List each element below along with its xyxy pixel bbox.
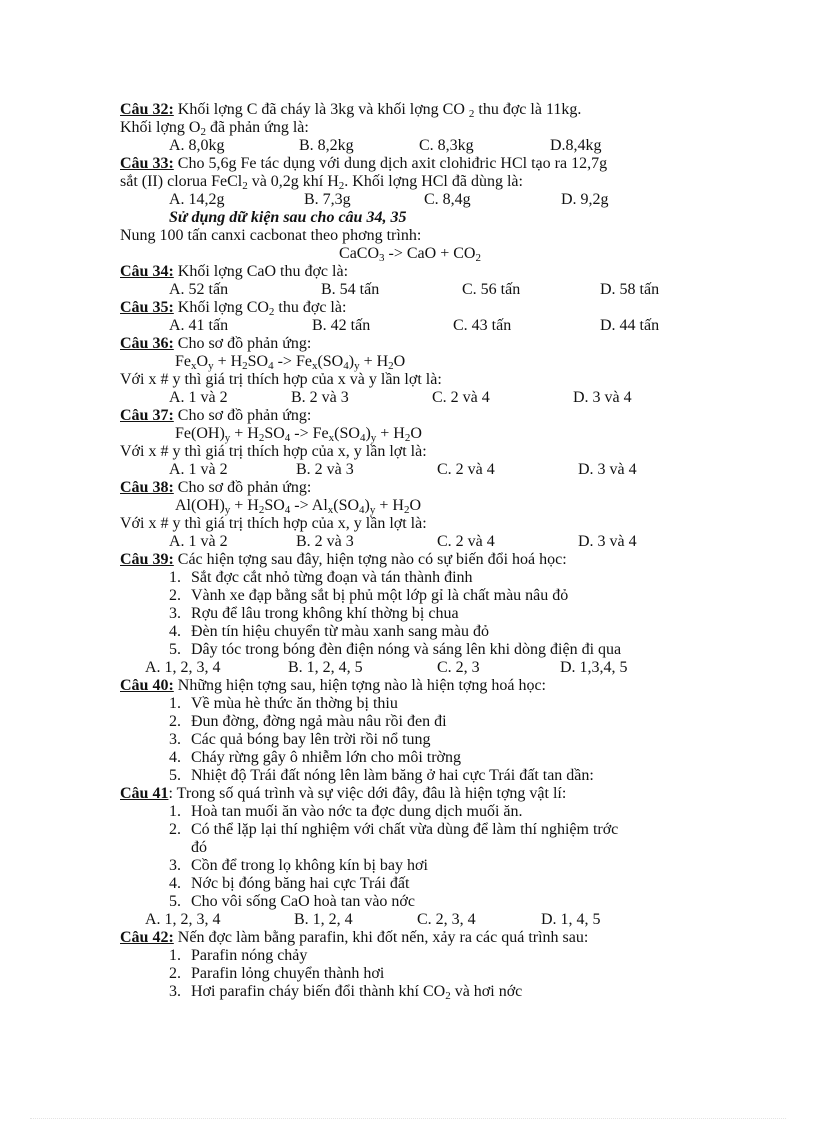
q37-option-d: D. 3 và 4 xyxy=(578,461,637,478)
q33-line1: Câu 33: Cho 5,6g Fe tác dụng với dung dịch axit clohiđric HCl tạo ra 12,7g xyxy=(120,155,608,172)
list-item: 4. Cháy rừng gây ô nhiễm lớn cho môi trờng xyxy=(169,749,461,766)
q32-option-c: C. 8,3kg xyxy=(419,137,474,154)
list-item: 1. Parafin nóng chảy xyxy=(169,947,308,964)
q39-option-d: D. 1,3,4, 5 xyxy=(560,659,628,676)
q34-line: Câu 34: Khối lợng CaO thu đợc là: xyxy=(120,263,349,280)
q36-option-c: C. 2 và 4 xyxy=(432,389,490,406)
q37-options xyxy=(120,461,700,479)
list-item: 3. Rợu để lâu trong không khí thờng bị chua xyxy=(169,605,459,622)
q34-option-a: A. 52 tấn xyxy=(169,281,229,298)
q34-option-d: D. 58 tấn xyxy=(600,281,660,298)
q36-option-d: D. 3 và 4 xyxy=(573,389,632,406)
list-item: 2. Parafin lỏng chuyển thành hơi xyxy=(169,965,385,982)
q33-option-c: C. 8,4g xyxy=(424,191,471,208)
q41-option-d: D. 1, 4, 5 xyxy=(541,911,601,928)
q35-option-c: C. 43 tấn xyxy=(453,317,512,334)
q37-line: Câu 37: Cho sơ đồ phản ứng: xyxy=(120,407,312,424)
q34-option-b: B. 54 tấn xyxy=(321,281,380,298)
q42-list xyxy=(120,947,700,1001)
page-bottom-divider xyxy=(30,1118,786,1119)
q33-options xyxy=(120,191,700,209)
q34-options xyxy=(120,281,700,299)
q38-option-d: D. 3 và 4 xyxy=(578,533,637,550)
list-item: 5. Dây tóc trong bóng đèn điện nóng và sáng lên khi dòng điện đi qua xyxy=(169,641,622,658)
q32-line2: Khối lợng $O_2$ đã phản ứng là: xyxy=(120,119,309,138)
q36-equation: $Fe_xO_y + H_2SO_4 -> Fe_x(SO_4)_y + H_2O$ xyxy=(175,353,406,372)
q37-option-a: A. 1 và 2 xyxy=(169,461,228,478)
list-item: 1. Hoà tan muối ăn vào nớc ta đợc dung dịch muối ăn. xyxy=(169,803,523,820)
q35-options xyxy=(120,317,700,335)
shared-data-heading: Sử dụng dữ kiện sau cho câu 34, 35 xyxy=(169,209,407,226)
q33-option-a: A. 14,2g xyxy=(169,191,225,208)
q37-question: Với x # y thì giá trị thích hợp của x, y lần lợt là: xyxy=(120,443,427,460)
q39-option-c: C. 2, 3 xyxy=(437,659,480,676)
q32-line1: Câu 32: Khối lợng C đã cháy là 3kg và khối lợng CO $_2$ thu đợc là 11kg. xyxy=(120,101,582,120)
list-item: 2. Đun đờng, đờng ngả màu nâu rồi đen đi xyxy=(169,713,447,730)
q33-option-b: B. 7,3g xyxy=(304,191,351,208)
q38-line: Câu 38: Cho sơ đồ phản ứng: xyxy=(120,479,312,496)
q36-options xyxy=(120,389,700,407)
q41-line: Câu 41: Trong số quá trình và sự việc dới đây, đâu là hiện tợng vật lí: xyxy=(120,785,567,802)
q41-options xyxy=(120,911,700,929)
q34-option-c: C. 56 tấn xyxy=(462,281,521,298)
list-item: 2. Có thể lặp lại thí nghiệm với chất vừa dùng để làm thí nghiệm trớc xyxy=(169,821,619,838)
q40-list xyxy=(120,695,700,785)
q42-label: Câu 42: xyxy=(120,929,174,946)
q33-option-d: D. 9,2g xyxy=(561,191,609,208)
list-item: 3. Hơi parafin cháy biến đổi thành khí $CO_2$ và hơi nớc xyxy=(169,983,523,1002)
q37-equation: $Fe(OH)_y + H_2SO_4 -> Fe_x(SO_4)_y + H_2O$ xyxy=(175,425,422,444)
list-item: 5. Cho vôi sống CaO hoà tan vào nớc xyxy=(169,893,415,910)
list-item: 5. Nhiệt độ Trái đất nóng lên làm băng ở hai cực Trái đất tan dần: xyxy=(169,767,594,784)
q32-option-d: D.8,4kg xyxy=(550,137,602,154)
q39-line: Câu 39: Các hiện tợng sau đây, hiện tợng nào có sự biến đổi hoá học: xyxy=(120,551,567,568)
q39-label: Câu 39: xyxy=(120,551,174,568)
list-item: 1. Về mùa hè thức ăn thờng bị thiu xyxy=(169,695,398,712)
q37-label: Câu 37: xyxy=(120,407,174,424)
list-item: 3. Cồn để trong lọ không kín bị bay hơi xyxy=(169,857,428,874)
list-item: 4. Nớc bị đóng băng hai cực Trái đất xyxy=(169,875,410,892)
list-item-continuation: đó xyxy=(191,839,207,856)
q36-label: Câu 36: xyxy=(120,335,174,352)
q33-label: Câu 33: xyxy=(120,155,174,172)
q39-options xyxy=(120,659,700,677)
q32-option-b: B. 8,2kg xyxy=(299,137,354,154)
q39-option-a: A. 1, 2, 3, 4 xyxy=(145,659,221,676)
list-item: 1. Sắt đợc cắt nhỏ từng đoạn và tán thành đinh xyxy=(169,569,473,586)
q42-line: Câu 42: Nến đợc làm bằng parafin, khi đốt nến, xảy ra các quá trình sau: xyxy=(120,929,589,946)
q36-option-b: B. 2 và 3 xyxy=(291,389,349,406)
q34-label: Câu 34: xyxy=(120,263,174,280)
q38-option-a: A. 1 và 2 xyxy=(169,533,228,550)
q37-option-b: B. 2 và 3 xyxy=(296,461,354,478)
q41-option-c: C. 2, 3, 4 xyxy=(417,911,476,928)
q36-line: Câu 36: Cho sơ đồ phản ứng: xyxy=(120,335,312,352)
q38-options xyxy=(120,533,700,551)
q41-option-a: A. 1, 2, 3, 4 xyxy=(145,911,221,928)
q35-line: Câu 35: Khối lợng $CO_2$ thu đợc là: xyxy=(120,299,347,318)
document-page xyxy=(120,101,700,1001)
q32-label: Câu 32: xyxy=(120,101,174,118)
q35-option-d: D. 44 tấn xyxy=(600,317,660,334)
q35-option-b: B. 42 tấn xyxy=(312,317,371,334)
q38-equation: $Al(OH)_y + H_2SO_4 -> Al_x(SO_4)_y + H_2O$ xyxy=(175,497,422,516)
list-item: 4. Đèn tín hiệu chuyển từ màu xanh sang màu đỏ xyxy=(169,623,489,640)
q41-option-b: B. 1, 2, 4 xyxy=(294,911,353,928)
q38-label: Câu 38: xyxy=(120,479,174,496)
q41-list xyxy=(120,803,700,911)
q36-option-a: A. 1 và 2 xyxy=(169,389,228,406)
q40-label: Câu 40: xyxy=(120,677,174,694)
q35-label: Câu 35: xyxy=(120,299,174,316)
q35-option-a: A. 41 tấn xyxy=(169,317,229,334)
q33-line2: sắt (II) clorua FeCl$_2$ và 0,2g khí $H_2$. Khối lợng HCl đã dùng là: xyxy=(120,173,523,192)
q39-option-b: B. 1, 2, 4, 5 xyxy=(288,659,363,676)
q36-question: Với x # y thì giá trị thích hợp của x và y lần lợt là: xyxy=(120,371,442,388)
shared-equation: CaCO$_3$ -> CaO + $CO_2$ xyxy=(339,245,481,264)
list-item: 3. Các quả bóng bay lên trời rồi nổ tung xyxy=(169,731,431,748)
list-item: 2. Vành xe đạp bằng sắt bị phủ một lớp gỉ là chất màu nâu đỏ xyxy=(169,587,569,604)
q41-label: Câu 41 xyxy=(120,785,169,802)
q32-options xyxy=(120,137,700,155)
q38-question: Với x # y thì giá trị thích hợp của x, y lần lợt là: xyxy=(120,515,427,532)
q39-list xyxy=(120,569,700,659)
q40-line: Câu 40: Những hiện tợng sau, hiện tợng nào là hiện tợng hoá học: xyxy=(120,677,546,694)
q38-option-b: B. 2 và 3 xyxy=(296,533,354,550)
shared-data-line: Nung 100 tấn canxi cacbonat theo phơng trình: xyxy=(120,227,422,244)
q32-option-a: A. 8,0kg xyxy=(169,137,225,154)
q38-option-c: C. 2 và 4 xyxy=(437,533,495,550)
q37-option-c: C. 2 và 4 xyxy=(437,461,495,478)
